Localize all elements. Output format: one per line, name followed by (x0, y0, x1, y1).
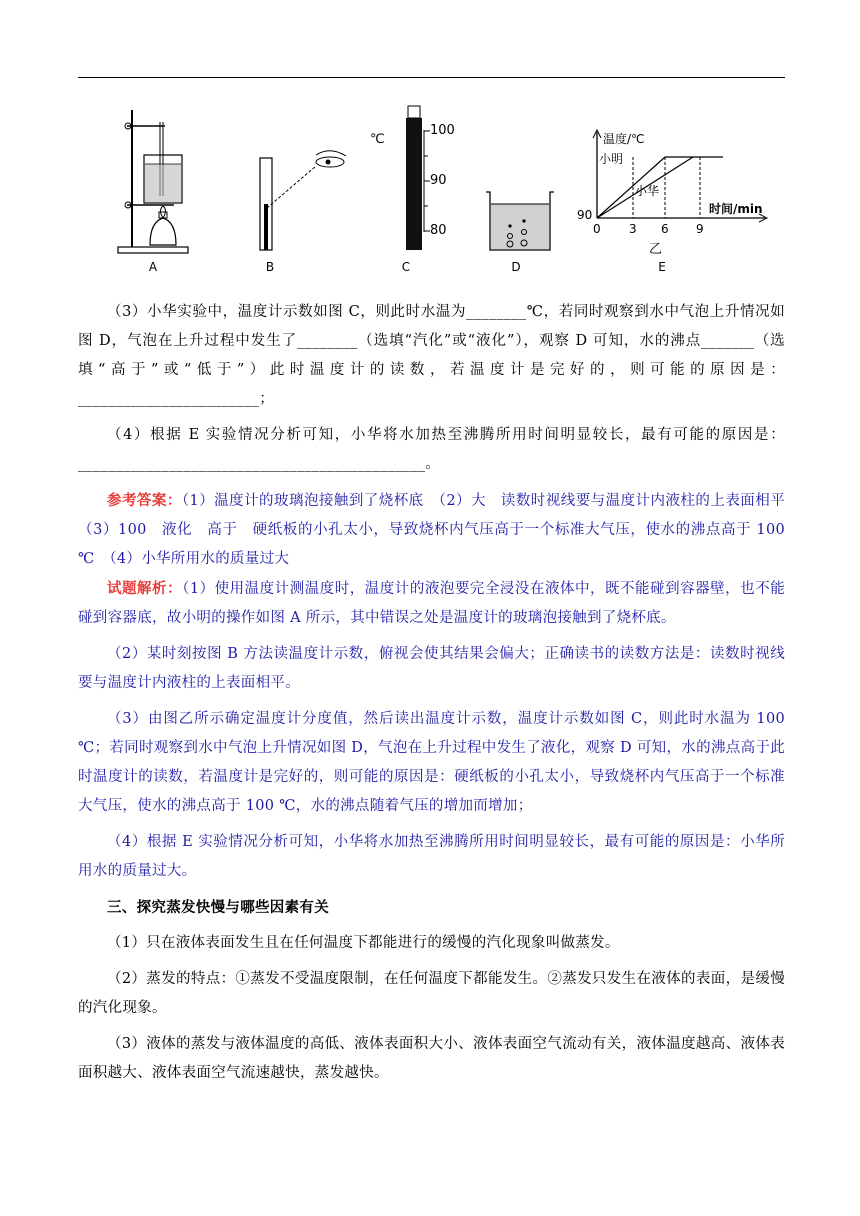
x-tick-3: 3 (629, 222, 637, 236)
series-label-xiaoming: 小明 (599, 152, 624, 166)
figure-label-c: C (401, 260, 411, 274)
question-4: （4）根据 E 实验情况分析可知，小华将水加热至沸腾所用时间明显较长，最有可能的原因是：______________________________________________。 (78, 427, 785, 472)
figure-label-a: A (148, 260, 158, 274)
graph-sub-label: 乙 (649, 242, 663, 257)
series-label-xiaohua: 小华 (635, 184, 660, 198)
x-tick-9: 9 (696, 222, 704, 236)
answer-text: （1）温度计的玻璃泡接触到了烧杯底 （2）大 读数时视线要与温度计内液柱的上表面相平 （3）100 液化 高于 硬纸板的小孔太小，导致烧杯内气压高于一个标准大气压，使水的沸点高于 100 ℃ （4）小华所用水的质量过大 (78, 493, 800, 567)
analysis-text-1: （1）使用温度计测温度时，温度计的液泡要完全浸没在液体中，既不能碰到容器壁，也不能碰到容器底，故小明的操作如图 A 所示，其中错误之处是温度计的玻璃泡接触到了烧杯底。 (78, 581, 786, 626)
tick-label-100: 100 (430, 123, 455, 138)
analysis-para-1 (78, 574, 785, 633)
figure-label-d: D (511, 260, 521, 274)
experiment-figures (100, 100, 790, 282)
figure-c (368, 100, 468, 282)
figure-label-e: E (658, 260, 666, 274)
iron-stand-apparatus-drawing (110, 100, 200, 260)
tick-label-90: 90 (430, 173, 447, 188)
analysis-para-3: （3）由图乙所示确定温度计分度值，然后读出温度计示数，温度计示数如图 C，则此时水温为 100 ℃；若同时观察到水中气泡上升情况如图 D，气泡在上升过程中发生了液化，观察 D 可知，水的沸点高于此时温度计的读数，若温度计是完好的，则可能的原因是：硬纸板的小孔太小，导致烧杯内气压高于一个标准大气压，使水的沸点高于 100 ℃，水的沸点随着气压的增加而增加； (78, 711, 785, 814)
analysis-para-4: （4）根据 E 实验情况分析可知，小华将水加热至沸腾所用时间明显较长，最有可能的原因是：小华所用水的质量过大。 (78, 834, 785, 879)
reference-answer (78, 486, 800, 574)
beaker-bubbles-drawing (480, 100, 570, 260)
section-heading: 三、探究蒸发快慢与哪些因素有关 (107, 899, 329, 916)
figure-d (480, 100, 570, 282)
x-tick-0: 0 (593, 222, 601, 236)
analysis-label: 试题解析： (107, 580, 183, 597)
graph-y-origin-label: 90 (577, 208, 593, 222)
section-para-1: （1）只在液体表面发生且在任何温度下都能进行的缓慢的汽化现象叫做蒸发。 (107, 935, 620, 951)
temperature-time-graph (575, 100, 785, 260)
x-tick-6: 6 (661, 222, 669, 236)
figure-label-b: B (265, 260, 275, 274)
document-body (78, 298, 800, 1088)
section-para-3: （3）液体的蒸发与液体温度的高低、液体表面积大小、液体表面空气流动有关，液体温度越高、液体表面积越大、液体表面空气流速越快，蒸发越快。 (78, 1036, 785, 1081)
page-header-rule (78, 77, 785, 78)
question-3: （3）小华实验中，温度计示数如图 C，则此时水温为________℃，若同时观察到水中气泡上升情况如图 D，气泡在上升过程中发生了________（选填“汽化”或“液化”），观察 D 可知，水的沸点_______（选填“高于”或“低于”）此时温度计的读数，若温度计是完好的，则可能的原因是：________________________； (78, 304, 785, 407)
celsius-unit-label: ℃ (370, 132, 385, 147)
analysis-para-2: （2）某时刻按图 B 方法读温度计示数，俯视会使其结果会偏大；正确读书的读数方法是：读数时视线要与温度计内液柱的上表面相平。 (78, 646, 785, 691)
graph-y-axis-label: 温度/℃ (603, 132, 645, 146)
tick-label-80: 80 (430, 223, 447, 238)
figure-b (250, 100, 360, 282)
figure-e (575, 100, 785, 282)
graph-x-axis-label: 时间/min (709, 202, 763, 216)
section-para-2: （2）蒸发的特点：①蒸发不受温度限制，在任何温度下都能发生。②蒸发只发生在液体的表面，是缓慢的汽化现象。 (78, 971, 785, 1016)
eye-reading-thermometer-drawing (250, 100, 360, 260)
figure-a (110, 100, 200, 282)
answer-label: 参考答案： (107, 492, 182, 509)
